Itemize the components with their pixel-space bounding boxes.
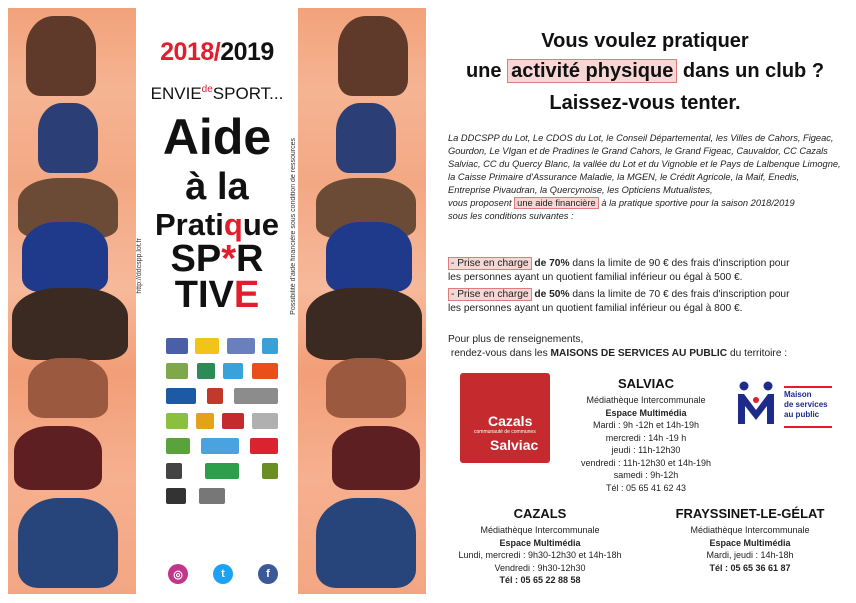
more-info: Pour plus de renseignements, rendez-vous dans les MAISONS DE SERVICES AU PUBLIC du territoire :	[448, 334, 788, 359]
social-links	[168, 564, 278, 584]
maison-services-public-text: Maison de services au public	[784, 390, 828, 419]
maison-services-public-icon	[736, 380, 776, 426]
poster-season: 2018/2019	[160, 38, 274, 66]
poster-title-sportive: SP*R	[170, 238, 264, 280]
condition-tag: - Prise en charge	[448, 288, 532, 301]
cazals-salviac-logo: Cazals communauté de communes Salviac	[460, 373, 550, 463]
poster-url: http://ddcspp.lot.fr	[136, 238, 143, 294]
condition-tag: - Prise en charge	[448, 257, 532, 270]
headline-line-3: Laissez-vous tenter.	[549, 92, 741, 114]
poster	[8, 8, 426, 594]
condition-2: - Prise en charge de 50% dans la limite de 70 € des frais d'inscription pour les personnes ayant un quotient familial inférieur ou égal à 800 €.	[448, 289, 790, 314]
facebook-icon[interactable]: f	[258, 564, 278, 584]
financial-aid-note: Possibilité d'aide financière sous condition de ressources	[290, 138, 297, 315]
maison-services-public-logo	[736, 380, 846, 430]
highlight-activite-physique: activité physique	[507, 59, 677, 83]
envie-de-sport-slogan: $ENVIE^{de}SPORT$...	[150, 84, 284, 103]
athletes-photo-strip-right	[298, 8, 426, 594]
athletes-photo-strip-left	[8, 8, 136, 594]
poster-title-area	[136, 8, 297, 594]
instagram-icon[interactable]: ◎	[168, 564, 188, 584]
partners-intro: La DDCSPP du Lot, Le CDOS du Lot, le Conseil Départemental, les Villes de Cahors, Figeac, Gourdon, Le VIgan et de Pradines le Grand Cahors, le Grand Figeac, Cauvaldor, CC Cazals Salviac, CC du Quercy Blanc, la vallée du Lot et du Vignoble et le Pays de Lalbenque Limogne, la Caisse Primaire d'Assurance Maladie, la MGEN, le Crédit Agricole, la Maif, Enedis, Entreprise Pivaudran, la Quercynoise, les Opticiens Mutualistes, vous proposent une aide financière à la pratique sportive pour la saison 2018/2019 sous les conditions suivantes :	[448, 133, 841, 221]
twitter-icon[interactable]: t	[213, 564, 233, 584]
condition-1: - Prise en charge de 70% dans la limite de 90 € des frais d'inscription pour les personnes ayant un quotient familial inférieur ou égal à 500 €.	[448, 258, 790, 283]
highlight-aide-financiere: une aide financière	[514, 197, 599, 209]
poster-title-pratique: Pratique	[154, 207, 280, 242]
partner-logos	[166, 338, 278, 513]
poster-title-tive: TIVE	[174, 274, 260, 316]
headline-line-1: Vous voulez pratiquer	[541, 30, 749, 52]
cazals-info: CAZALS Médiathèque Intercommunale Espace Multimédia Lundi, mercredi : 9h30-12h30 et 14h-18h Vendredi : 9h30-12h30 Tél : 05 65 22 88 58	[458, 506, 622, 585]
poster-title-aide: Aide	[162, 109, 272, 165]
salviac-info: SALVIAC Médiathèque Intercommunale Espace Multimédia Mardi : 9h -12h et 14h-19h mercredi : 14h -19 h jeudi : 11h-12h30 vendredi : 11h-12h30 et 14h-19h samedi : 9h-12h Tél : 05 65 41 62 43	[581, 376, 711, 493]
headline-line-2: une activité physique dans un club ?	[465, 60, 825, 82]
poster-title-a-la: à la	[185, 166, 249, 208]
frayssinet-info: FRAYSSINET-LE-GÉLAT Médiathèque Intercommunale Espace Multimédia Mardi, jeudi : 14h-18h Tél : 05 65 36 61 87	[675, 506, 825, 573]
